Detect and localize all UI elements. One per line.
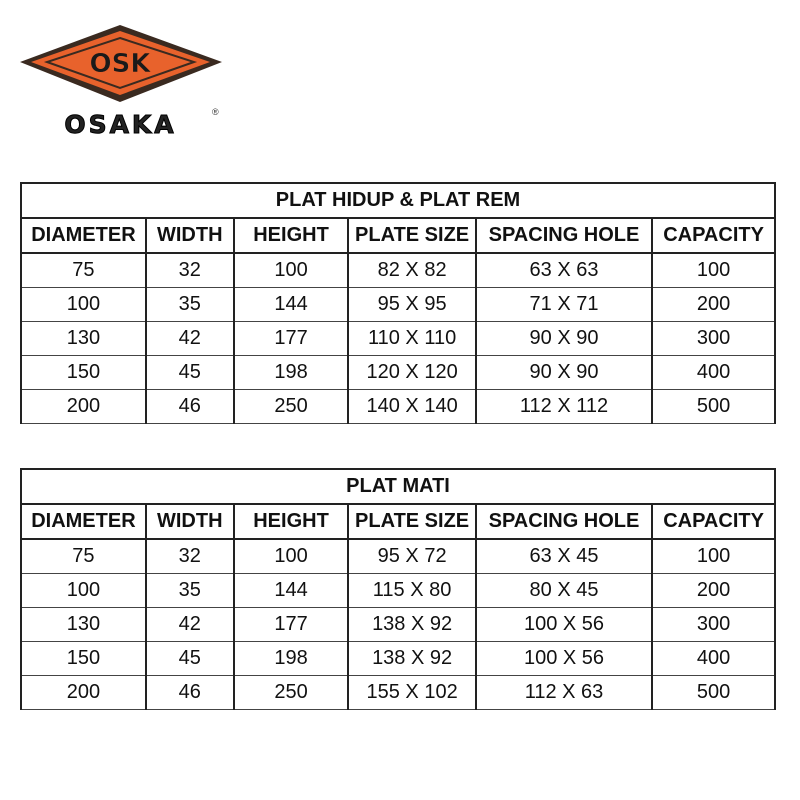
col-header: WIDTH bbox=[146, 218, 234, 253]
table-cell: 100 bbox=[21, 288, 146, 322]
table-cell: 130 bbox=[21, 322, 146, 356]
table-title: PLAT MATI bbox=[21, 469, 775, 504]
table-cell: 35 bbox=[146, 288, 234, 322]
table-cell: 100 bbox=[21, 574, 146, 608]
table-cell: 100 bbox=[652, 253, 775, 288]
table-cell: 200 bbox=[21, 390, 146, 424]
table-cell: 75 bbox=[21, 253, 146, 288]
svg-text:OSK: OSK bbox=[89, 49, 151, 79]
table-cell: 500 bbox=[652, 390, 775, 424]
table-cell: 200 bbox=[652, 574, 775, 608]
table-cell: 300 bbox=[652, 608, 775, 642]
header-row bbox=[21, 504, 775, 539]
header-row bbox=[21, 218, 775, 253]
table-cell: 400 bbox=[652, 356, 775, 390]
table-cell: 63 X 63 bbox=[476, 253, 652, 288]
table-row bbox=[21, 574, 775, 608]
table-cell: 45 bbox=[146, 356, 234, 390]
table-cell: 80 X 45 bbox=[476, 574, 652, 608]
table-row bbox=[21, 608, 775, 642]
col-header: DIAMETER bbox=[21, 218, 146, 253]
table-row bbox=[21, 356, 775, 390]
col-header: DIAMETER bbox=[21, 504, 146, 539]
col-header: HEIGHT bbox=[234, 504, 349, 539]
table-row bbox=[21, 322, 775, 356]
table-cell: 144 bbox=[234, 574, 349, 608]
col-header: WIDTH bbox=[146, 504, 234, 539]
table-cell: 32 bbox=[146, 253, 234, 288]
table-cell: 140 X 140 bbox=[348, 390, 475, 424]
table-cell: 100 bbox=[234, 253, 349, 288]
table-cell: 42 bbox=[146, 322, 234, 356]
table-cell: 120 X 120 bbox=[348, 356, 475, 390]
table-row bbox=[21, 288, 775, 322]
table-cell: 500 bbox=[652, 676, 775, 710]
table-cell: 95 X 95 bbox=[348, 288, 475, 322]
table-cell: 300 bbox=[652, 322, 775, 356]
table-cell: 112 X 112 bbox=[476, 390, 652, 424]
table-cell: 115 X 80 bbox=[348, 574, 475, 608]
table-cell: 138 X 92 bbox=[348, 608, 475, 642]
col-header: CAPACITY bbox=[652, 218, 775, 253]
table-cell: 63 X 45 bbox=[476, 539, 652, 574]
table-cell: 400 bbox=[652, 642, 775, 676]
table-cell: 200 bbox=[21, 676, 146, 710]
table-cell: 100 bbox=[234, 539, 349, 574]
table-cell: 46 bbox=[146, 676, 234, 710]
table-title: PLAT HIDUP & PLAT REM bbox=[21, 183, 775, 218]
col-header: CAPACITY bbox=[652, 504, 775, 539]
table-row bbox=[21, 642, 775, 676]
table-cell: 130 bbox=[21, 608, 146, 642]
table-cell: 138 X 92 bbox=[348, 642, 475, 676]
table-cell: 112 X 63 bbox=[476, 676, 652, 710]
table-cell: 35 bbox=[146, 574, 234, 608]
table-cell: 200 bbox=[652, 288, 775, 322]
table-cell: 198 bbox=[234, 356, 349, 390]
col-header: SPACING HOLE bbox=[476, 504, 652, 539]
table-cell: 46 bbox=[146, 390, 234, 424]
table-row bbox=[21, 390, 775, 424]
table-cell: 100 X 56 bbox=[476, 608, 652, 642]
table-cell: 144 bbox=[234, 288, 349, 322]
table-cell: 198 bbox=[234, 642, 349, 676]
plat-mati-table bbox=[20, 468, 776, 710]
table-cell: 250 bbox=[234, 390, 349, 424]
table-cell: 45 bbox=[146, 642, 234, 676]
table-cell: 42 bbox=[146, 608, 234, 642]
table-cell: 32 bbox=[146, 539, 234, 574]
table-cell: 150 bbox=[21, 356, 146, 390]
table-cell: 150 bbox=[21, 642, 146, 676]
table-cell: 75 bbox=[21, 539, 146, 574]
col-header: HEIGHT bbox=[234, 218, 349, 253]
brand-name: OSAKA bbox=[64, 110, 177, 139]
col-header: SPACING HOLE bbox=[476, 218, 652, 253]
table-cell: 71 X 71 bbox=[476, 288, 652, 322]
table-cell: 177 bbox=[234, 608, 349, 642]
registered-mark: ® bbox=[212, 107, 219, 117]
table-row bbox=[21, 253, 775, 288]
table-cell: 155 X 102 bbox=[348, 676, 475, 710]
table-row bbox=[21, 676, 775, 710]
table-row bbox=[21, 539, 775, 574]
table-cell: 90 X 90 bbox=[476, 356, 652, 390]
table-cell: 177 bbox=[234, 322, 349, 356]
table-cell: 82 X 82 bbox=[348, 253, 475, 288]
table-cell: 100 X 56 bbox=[476, 642, 652, 676]
table-cell: 95 X 72 bbox=[348, 539, 475, 574]
col-header: PLATE SIZE bbox=[348, 218, 475, 253]
col-header: PLATE SIZE bbox=[348, 504, 475, 539]
plat-hidup-table bbox=[20, 182, 776, 424]
table-cell: 90 X 90 bbox=[476, 322, 652, 356]
table-cell: 100 bbox=[652, 539, 775, 574]
table-cell: 110 X 110 bbox=[348, 322, 475, 356]
table-cell: 250 bbox=[234, 676, 349, 710]
